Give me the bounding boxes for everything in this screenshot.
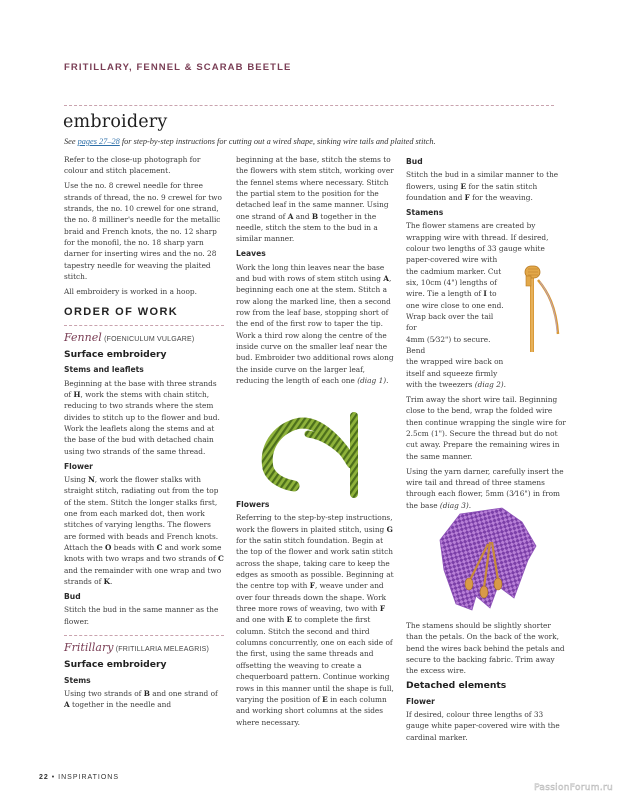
diag1-fennel-leaf-illustration [256, 408, 371, 498]
bud-heading: Bud [406, 157, 423, 166]
leaves-text: Work the long thin leaves near the base and bud with rows of stem stitch using A, beginning each one at the stem. Stitch a row along the marked line, then a second row from the leaf base, stopping short of the end of the first row to taper the tip. Work a third row along the centre of the inside curve on the smaller leaf near the bud. Embroider two additional rows along the inside curve on the larger leaf, reducing the length of each one (diag 1). [236, 262, 394, 386]
col1-para-3: All embroidery is worked in a hoop. [64, 286, 197, 296]
watermark: PassionForum.ru [534, 783, 613, 793]
stamens-heading: Stamens [406, 207, 444, 217]
intro-suffix: for step-by-step instructions for cutting out a wired shape, sinking wire tails and plaited stitch. [119, 137, 436, 146]
fennel-bud-text: Stitch the bud in the same manner as the flower. [64, 605, 219, 626]
stamens-text-4: The stamens should be slightly shorter than the petals. On the back of the work, bend the wires back behind the petals and secure to the backing fabric. Trim away the excess wire. [406, 621, 565, 676]
leaves-heading: Leaves [236, 249, 266, 259]
intro-prefix: See [64, 137, 78, 146]
fennel-dashed-rule [64, 325, 224, 326]
fennel-heading [64, 332, 224, 345]
detached-flower-text: If desired, colour three lengths of 33 gauge white paper-covered wire with the cardinal marker. [406, 710, 560, 742]
page-number: 22 [39, 774, 49, 781]
fritillary-stems-text: Using two strands of B and one strand of A together in the needle and [64, 689, 218, 710]
col2-para-1: beginning at the base, stitch the stems to the flowers with stem stitch, working over the fennel stems where necessary. Stitch the partial stem to the position for the detached leaf in the same manner. Using one strand of A and B together in the needle, stitch the stem to the bud in a similar manner. [236, 155, 394, 244]
footer-separator: • [51, 774, 56, 781]
running-head: FRITILLARY, FENNEL & SCARAB BEETLE [64, 62, 292, 73]
bud-text: Stitch the bud in a similar manner to the flowers, using E for the satin stitch foundation and F for the weaving. [406, 170, 559, 203]
stamens-wrapped-text: paper-covered wire with the cadmium marker. Cut six, 10cm (4") lengths of wire. Tie a length of I to one wire close to one end. Wrap back over the tail for 4mm (5⁄32") to secure. Bend the wrapped wire back on itself and squeeze firmly with the tweezers (diag 2). [406, 255, 506, 390]
fennel-stems-text: Beginning at the base with three strands of H, work the stems with chain stitch, reducing to two strands where the stem divides to stitch up to the flower and bud. Work the leaflets along the stems and at the base of the bud with detached chain using two strands of the same thread. [64, 378, 220, 456]
fennel-stems-heading: Stems and leaflets [64, 365, 144, 375]
fennel-surface-heading: Surface embroidery [64, 349, 167, 360]
flowers-heading: Flowers [236, 500, 270, 509]
column-1 [64, 154, 224, 714]
fritillary-latin: (FRITILLARIA MELEAGRIS) [115, 646, 210, 654]
flowers-text: Referring to the step-by-step instructions, work the flowers in plaited stitch, using G for the satin stitch foundation. Begin at the top of the flower and work satin stitch across the shape, taking care to keep the edges as smooth as possible. Beginning at the centre top with F, weave under and over four threads down the shape. Work three more rows of weaving, two with F and one with E to complete the first column. Stitch the second and third columns concurrently, one on each side of the first, using the same threads and offsetting the weaving to create a chequerboard pattern. Continue working rows in this manner until the shape is full, varying the position of E in each column and working short columns at the sides where necessary. [236, 513, 394, 727]
fennel-flower-text: Using N, work the flower stalks with straight stitch, radiating out from the top of the stem. Stitch the longer stalks first, one from each marked dot, then work stitches of varying lengths. The flowers are formed with beads and French knots. Attach the O beads with C and work some knots with two wraps and two strands of C and the remainder with one wrap and two strands of K. [64, 475, 224, 587]
fennel-flower-heading: Flower [64, 461, 93, 471]
fennel-latin: (FOENICULUM VULGARE) [104, 335, 195, 343]
detached-elements-heading: Detached elements [406, 680, 507, 692]
fritillary-name: Fritillary [64, 641, 114, 655]
stamens-text-2: Trim away the short wire tail. Beginning close to the bend, wrap the folded wire then continue wrapping the single wire for 2.5cm (1"). Secure the thread but do not cut away. Prepare the remaining wires in the same manner. [406, 395, 566, 461]
column-3b [406, 620, 566, 747]
fritillary-dashed-rule [64, 635, 224, 636]
fennel-bud-heading: Bud [64, 592, 81, 602]
magazine-name: INSPIRATIONS [58, 774, 120, 781]
section-title: embroidery [63, 112, 168, 132]
diag3-fritillary-flower-illustration [432, 500, 542, 612]
fritillary-heading [64, 642, 224, 655]
fennel-name: Fennel [64, 330, 102, 344]
column-2 [236, 154, 396, 390]
stamens-text-3: Using the yarn darner, carefully insert the wire tail and thread of three stamens through each flower, 5mm (3⁄16") in from the base (diag 3). [406, 466, 564, 510]
col1-para-1: Refer to the close-up photograph for colour and stitch placement. [64, 155, 201, 176]
diag2-wrapped-wire-illustration [518, 262, 568, 354]
detached-flower-heading: Flower [406, 696, 435, 706]
intro-line [64, 137, 436, 146]
top-dashed-rule [64, 105, 554, 106]
page-footer [39, 774, 119, 781]
pages-link[interactable]: pages 27–28 [77, 137, 120, 146]
fritillary-surface-heading: Surface embroidery [64, 659, 167, 671]
col1-para-2: Use the no. 8 crewel needle for three strands of thread, the no. 9 crewel for two strands, the no. 10 crewel for one strand, the no. 8 milliner's needle for the metallic braid and French knots, the no. 12 sharp for the monofil, the no. 18 sharp yarn darner for inserting wires and the no. 28 tapestry needle for weaving the plaited stitch. [64, 181, 222, 282]
stamens-text-1: The flower stamens are created by wrapping wire with thread. If desired, colour two lengths of 33 gauge white [406, 221, 549, 253]
column-2b [236, 497, 396, 731]
order-of-work-heading: ORDER OF WORK [64, 306, 179, 319]
fritillary-stems-heading: Stems [64, 675, 91, 685]
